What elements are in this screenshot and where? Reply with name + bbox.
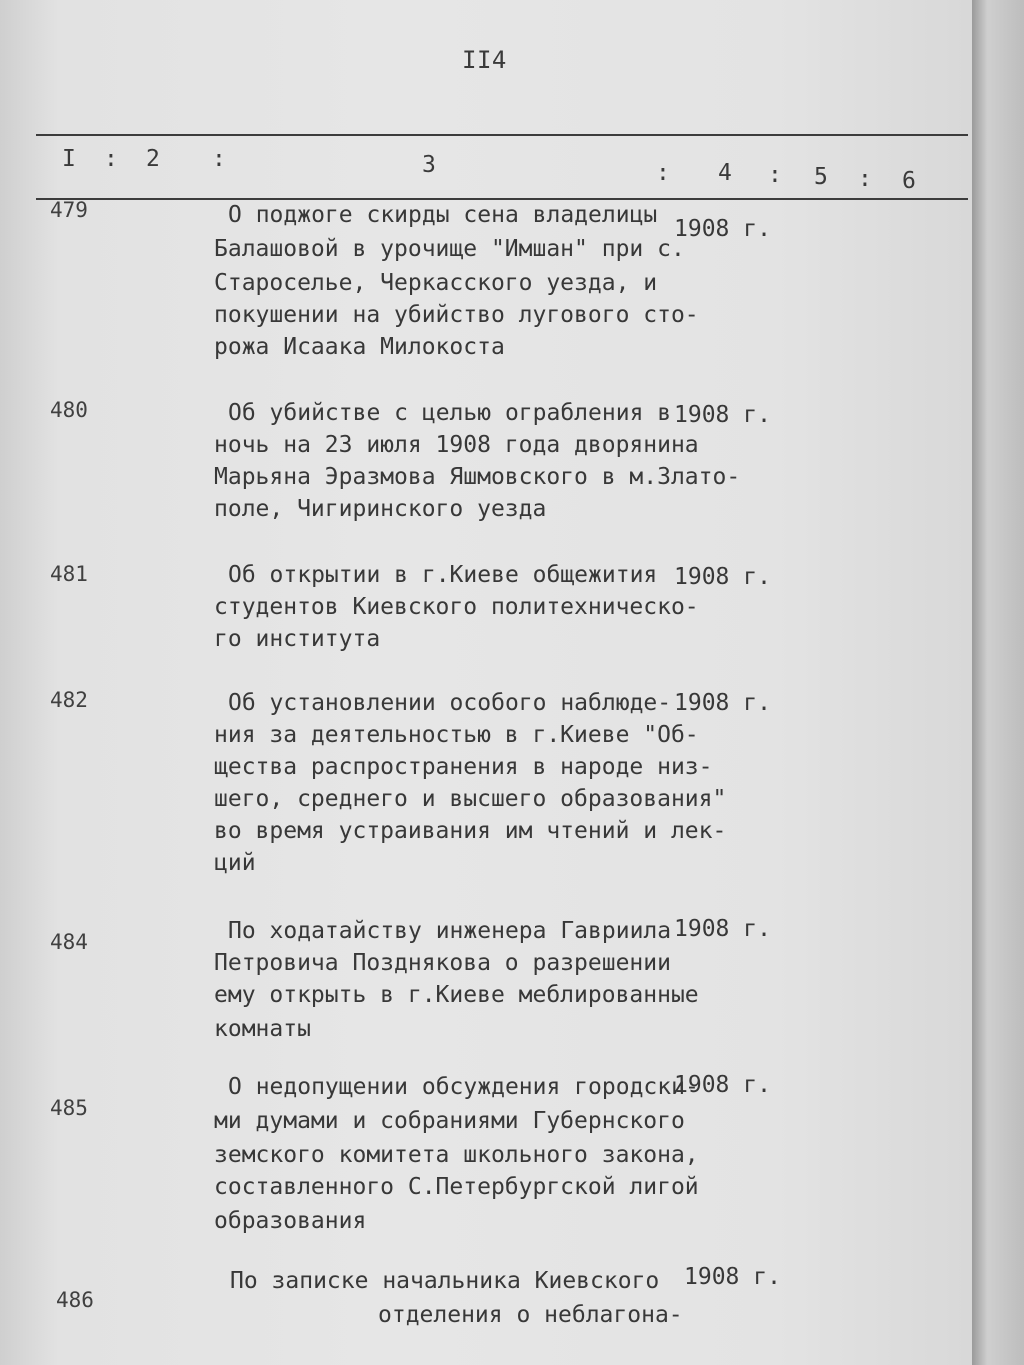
page-number: II4	[462, 46, 507, 74]
column-separator: :	[858, 166, 872, 192]
column-number-4: 4	[718, 160, 732, 186]
entry-text-line: Об установлении особого наблюде-	[228, 690, 672, 716]
entry-year: 1908 г.	[674, 916, 771, 942]
entry-text-line: ния за деятельностью в г.Киеве "Об-	[214, 722, 699, 748]
column-number-5: 5	[814, 164, 828, 190]
entry-text-line: Марьяна Эразмова Яшмовского в м.Злато-	[214, 464, 741, 490]
entry-year: 1908 г.	[674, 564, 771, 590]
header-rule-bottom	[36, 198, 968, 200]
entry-text-line: рожа Исаака Милокоста	[214, 334, 505, 360]
entry-text-line: ночь на 23 июля 1908 года дворянина	[214, 432, 699, 458]
entry-text-line: ми думами и собраниями Губернского	[214, 1108, 685, 1134]
entry-text-line: Петровича Позднякова о разрешении	[214, 950, 671, 976]
column-separator: :	[212, 146, 226, 172]
entry-text-line: го института	[214, 626, 381, 652]
entry-text-line: щества распространения в народе низ-	[214, 754, 713, 780]
entry-number: 479	[50, 198, 88, 222]
column-number-1: I	[62, 146, 76, 172]
entry-text-line: Об убийстве с целью ограбления в	[228, 400, 672, 426]
entry-text-line: составленного С.Петербургской лигой	[214, 1174, 699, 1200]
column-separator: :	[768, 162, 782, 188]
entry-text-line: По записке начальника Киевского	[230, 1268, 660, 1294]
column-separator: :	[104, 146, 118, 172]
entry-number: 482	[50, 688, 88, 712]
entry-text-line: поле, Чигиринского уезда	[214, 496, 547, 522]
entry-text-line: Староселье, Черкасского уезда, и	[214, 270, 658, 296]
entry-text-line: ему открыть в г.Киеве меблированные	[214, 982, 699, 1008]
entry-number: 485	[50, 1096, 88, 1120]
entry-number: 480	[50, 398, 88, 422]
entry-text-line: О недопущении обсуждения городски-	[228, 1074, 699, 1100]
header-rule-top	[36, 134, 968, 136]
entry-text-line: О поджоге скирды сена владелицы	[228, 202, 658, 228]
entry-text-line: Балашовой в урочище "Имшан" при с.	[214, 236, 685, 262]
entry-text-line: во время устраивания им чтений и лек-	[214, 818, 727, 844]
entry-text-line: комнаты	[214, 1016, 311, 1042]
entry-year: 1908 г.	[674, 690, 771, 716]
page-edge	[972, 0, 1024, 1365]
column-number-2: 2	[146, 146, 160, 172]
entry-year: 1908 г.	[684, 1264, 781, 1290]
entry-year: 1908 г.	[674, 1072, 771, 1098]
entry-number: 484	[50, 930, 88, 954]
entry-year: 1908 г.	[674, 216, 771, 242]
entry-text-line: ций	[214, 850, 256, 876]
entry-text-line: шего, среднего и высшего образования"	[214, 786, 727, 812]
entry-number: 481	[50, 562, 88, 586]
entry-text-line: образования	[214, 1208, 367, 1234]
entry-number: 486	[56, 1288, 94, 1312]
entry-text-line: студентов Киевского политехническо-	[214, 594, 699, 620]
column-number-6: 6	[902, 168, 916, 194]
entry-text-line: По ходатайству инженера Гавриила	[228, 918, 672, 944]
column-number-3: 3	[422, 152, 436, 178]
entry-text-line: покушении на убийство лугового сто-	[214, 302, 699, 328]
entry-text-line: Об открытии в г.Киеве общежития	[228, 562, 658, 588]
entry-year: 1908 г.	[674, 402, 771, 428]
entry-text-line: отделения о неблагона-	[378, 1302, 683, 1328]
column-separator: :	[656, 160, 670, 186]
entry-text-line: земского комитета школьного закона,	[214, 1142, 699, 1168]
